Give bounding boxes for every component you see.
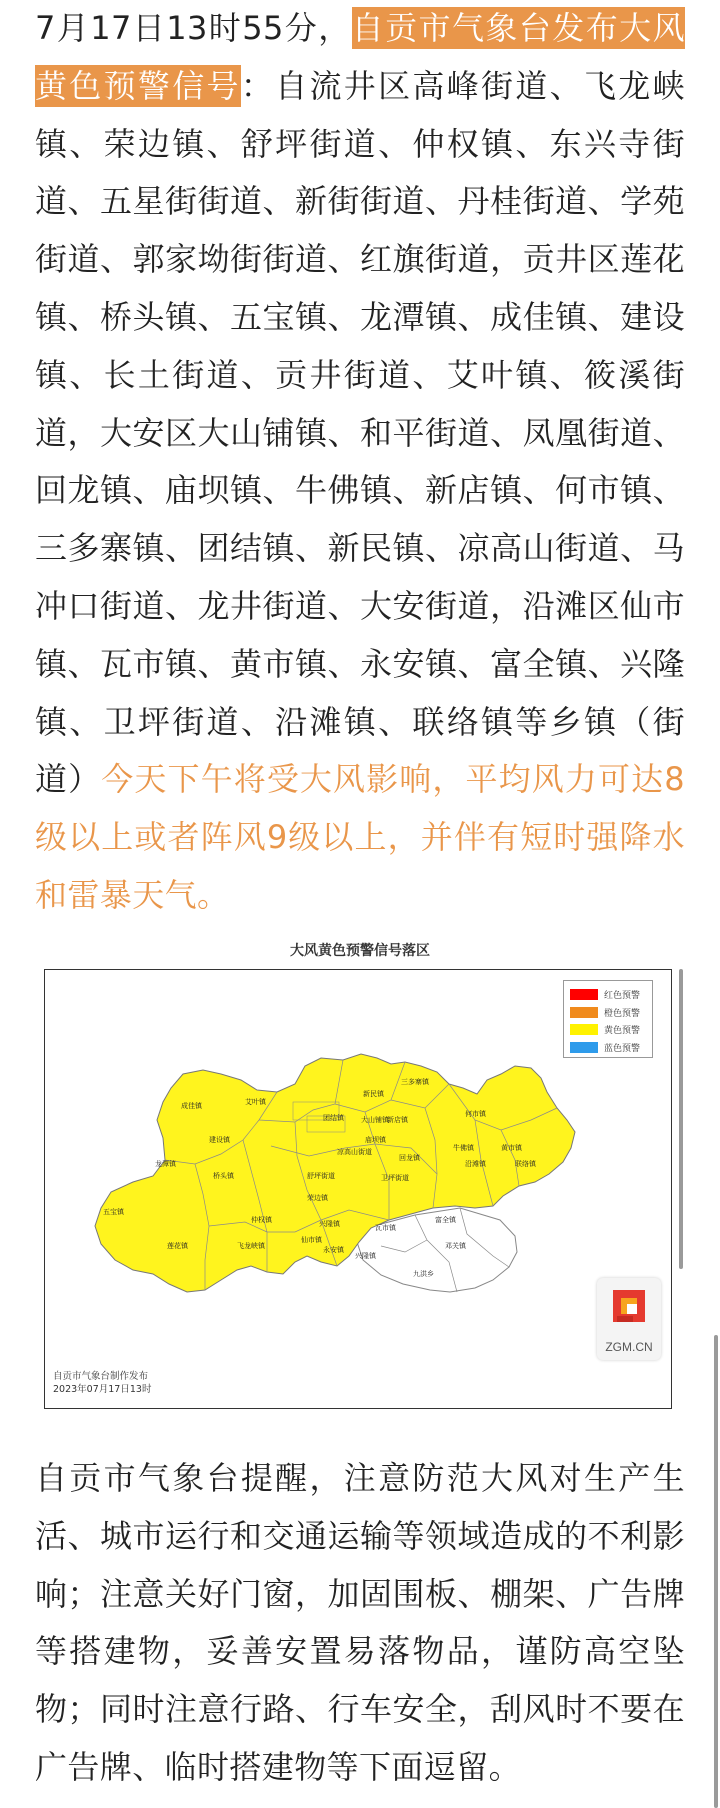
article-body [35,0,685,925]
zgm-logo-icon [597,1278,661,1338]
town-label: 凉高山街道 [337,1148,372,1156]
reminder-section [35,1450,685,1797]
town-label: 大山铺镇 [361,1116,389,1124]
map-scrollbar[interactable] [679,969,683,1269]
town-label: 艾叶镇 [245,1098,266,1106]
town-label: 联络镇 [515,1160,536,1168]
town-label: 仙市镇 [301,1236,322,1244]
town-label: 舒坪街道 [307,1172,335,1180]
legend-label: 橙色预警 [604,1008,641,1019]
town-label: 五宝镇 [103,1208,124,1216]
town-label: 荣边镇 [307,1194,328,1202]
town-label: 瓦市镇 [375,1224,396,1232]
publish-time: 2023年07月17日13时 [53,1384,152,1395]
town-label: 龙潭镇 [155,1160,176,1168]
yellow-swatch [570,1024,598,1035]
page-scrollbar[interactable] [714,1335,718,1808]
town-label: 庙坝镇 [365,1136,386,1144]
town-label: 新店镇 [387,1116,408,1124]
town-label: 邓关镇 [445,1242,466,1250]
town-label: 何市镇 [465,1110,486,1118]
town-label: 桥头镇 [213,1172,234,1180]
publisher-name: 自贡市气象台制作发布 [53,1371,149,1382]
legend-label: 红色预警 [604,991,641,1002]
legend-label: 蓝色预警 [604,1043,641,1054]
warning-map-figure[interactable] [35,935,685,1415]
town-label: 建设镇 [209,1136,230,1144]
legend-item [570,1004,646,1022]
town-label: 黄市镇 [501,1144,522,1152]
town-label: 兴隆镇 [319,1220,340,1228]
town-label: 沿滩镇 [465,1160,486,1168]
logo-label: ZGM.CN [605,1340,653,1354]
town-label: 兴隆镇 [355,1252,376,1260]
town-label: 成佳镇 [181,1102,202,1110]
town-label: 新民镇 [363,1090,384,1098]
orange-swatch [570,1007,598,1018]
town-label: 九洪乡 [413,1270,434,1278]
town-label: 团结镇 [323,1114,344,1122]
town-label: 莲花镇 [167,1242,188,1250]
issue-time: 7月17日13时55分， [35,9,352,47]
map-publisher [53,1370,151,1396]
warning-headline: 自贡市气象台发布大风黄色预警信号 [35,9,685,105]
zgm-logo[interactable] [597,1278,661,1360]
forecast-impact: 今天下午将受大风影响，平均风力可达8级以上或者阵风9级以上，并伴有短时强降水和雷暴天气。 [35,760,685,914]
affected-areas: ：自流井区高峰街道、飞龙峡镇、荣边镇、舒坪街道、仲权镇、东兴寺街道、五星街街道、新街街道、丹桂街道、学苑街道、郭家坳街街道、红旗街道，贡井区莲花镇、桥头镇、五宝镇、龙潭镇、成佳镇、建设镇、长土街道、贡井街道、艾叶镇、筱溪街道，大安区大山铺镇、和平街道、凤凰街道、回龙镇、庙坝镇、牛佛镇、新店镇、何市镇、三多寨镇、团结镇、新民镇、凉高山街道、马冲口街道、龙井街道、大安街道，沿滩区仙市镇、瓦市镇、黄市镇、永安镇、富全镇、兴隆镇、卫坪街道、沿滩镇、联络镇等乡镇（街道） [35,66,686,799]
map-title: 大风黄色预警信号落区 [290,943,430,959]
town-label: 仲权镇 [251,1216,272,1224]
warning-paragraph [35,0,685,925]
town-label: 飞龙峡镇 [237,1242,265,1250]
blue-swatch [570,1042,598,1053]
red-swatch [570,989,598,1000]
town-label: 三多寨镇 [401,1078,429,1086]
town-label: 富全镇 [435,1216,456,1224]
legend-item [570,1039,646,1057]
town-label: 永安镇 [323,1246,344,1254]
town-label: 卫坪街道 [381,1174,409,1182]
map-legend [563,980,653,1058]
town-label: 牛佛镇 [453,1144,474,1152]
town-label: 回龙镇 [399,1154,420,1162]
reminder-paragraph: 自贡市气象台提醒，注意防范大风对生产生活、城市运行和交通运输等领域造成的不利影响；注意关好门窗，加固围板、棚架、广告牌等搭建物，妥善安置易落物品，谨防高空坠物；同时注意行路、行车安全，刮风时不要在广告牌、临时搭建物等下面逗留。 [35,1459,685,1786]
legend-label: 黄色预警 [604,1026,641,1037]
map-frame [44,969,672,1409]
legend-item [570,986,646,1004]
legend-item [570,1021,646,1039]
